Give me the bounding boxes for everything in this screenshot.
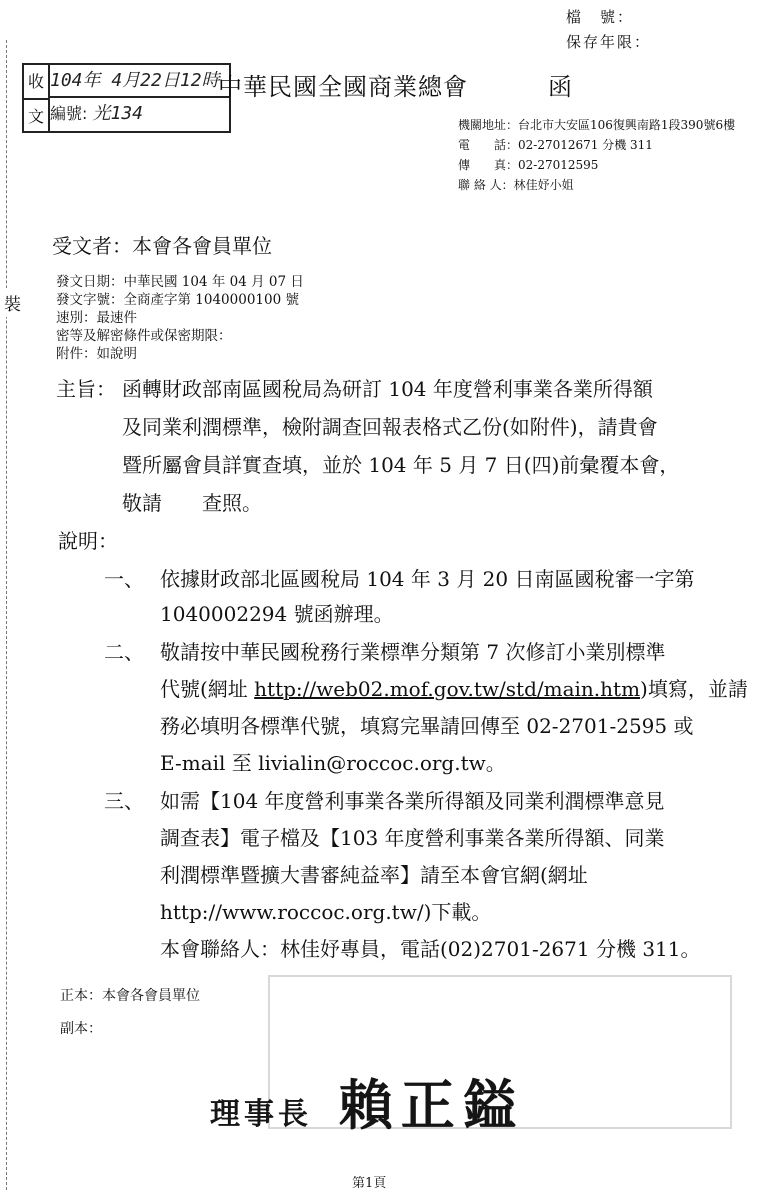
receipt-stamp [22,63,231,133]
subject-line-2: 及同業利潤標準，檢附調查回報表格式乙份(如附件)，請貴會 [122,415,658,439]
item2-line-2-prefix: 代號(網址 [160,677,255,701]
item2-line-1: 敬請按中華民國稅務行業標準分類第 7 次修訂小業別標準 [160,640,666,664]
chairman-name: 賴正鎰 [338,1073,525,1137]
retention-period-label: 保存年限： [566,33,652,51]
binding-mark: 裝 [4,288,21,317]
document-number: 發文字號：全商產字第 1040000100 號 [56,292,299,308]
document-type: 函 [548,73,572,101]
item1-number: 一、 [104,567,144,591]
binding-line [6,40,7,1190]
item2-line-4: E-mail 至 livialin@roccoc.org.tw。 [160,751,506,775]
issue-date: 發文日期：中華民國 104 年 04 月 07 日 [56,274,304,290]
subject-line-4: 敬請 查照。 [122,491,262,515]
stamp-receive-char: 收 [24,65,48,100]
delivery-speed: 速別：最速件 [56,310,137,326]
recipient: 受文者：本會各會員單位 [52,234,272,258]
subject-label: 主旨： [56,377,116,401]
item3-line-4: http://www.roccoc.org.tw/)下載。 [160,900,492,924]
attachment: 附件：如說明 [56,346,137,362]
item3-line-2: 調查表】電子檔及【103 年度營利事業各業所得額、同業 [160,826,665,850]
stamp-number-label: 編號: [50,104,88,123]
item3-line-3: 利潤標準暨擴大書審純益率】請至本會官網(網址 [160,863,588,887]
stamp-date-row [50,65,229,98]
chairman-signature [210,1063,525,1140]
item2-line-2-suffix: )填寫，並請 [640,677,748,701]
contact-address: 機關地址：台北市大安區106復興南路1段390號6樓 [458,118,736,132]
mof-std-link[interactable]: http://web02.mof.gov.tw/std/main.htm [254,677,641,701]
contact-fax: 傳 真：02-27012595 [458,158,599,172]
item1-line-1: 依據財政部北區國稅局 104 年 3 月 20 日南區國稅審一字第 [160,567,695,591]
item3-line-1: 如需【104 年度營利事業各業所得額及同業利潤標準意見 [160,789,665,813]
contact-phone: 電 話：02-27012671 分機 311 [458,138,653,152]
item3-number: 三、 [104,789,144,813]
original-recipients: 正本：本會各會員單位 [60,988,200,1004]
item2-number: 二、 [104,640,144,664]
file-number-label: 檔 號： [566,8,635,26]
organization-name: 中華民國全國商業總會 [218,73,468,101]
stamp-received-time: 104年 4月22日12時 [50,70,220,91]
secrecy-level: 密等及解密條件或保密期限： [56,328,232,344]
stamp-number-row [50,98,229,129]
item2-line-3: 務必填明各標準代號，填寫完畢請回傳至 02-2701-2595 或 [160,714,694,738]
subject-line-1: 函轉財政部南區國稅局為研訂 104 年度營利事業各業所得額 [122,377,653,401]
stamp-number-value: 光134 [92,103,144,124]
item1-line-2: 1040002294 號函辦理。 [160,602,394,626]
item2-line-2 [160,673,748,702]
page-number: 第1頁 [352,1176,387,1191]
contact-person: 聯 絡 人：林佳妤小姐 [458,178,574,192]
subject-line-3: 暨所屬會員詳實查填，並於 104 年 5 月 7 日(四)前彙覆本會， [122,453,680,477]
copy-recipients: 副本： [60,1021,102,1037]
chairman-title: 理事長 [210,1097,312,1132]
contact-person-line: 本會聯絡人：林佳妤專員，電話(02)2701-2671 分機 311。 [160,937,701,961]
stamp-document-char: 文 [27,107,44,126]
explanation-label: 說明： [58,529,118,553]
